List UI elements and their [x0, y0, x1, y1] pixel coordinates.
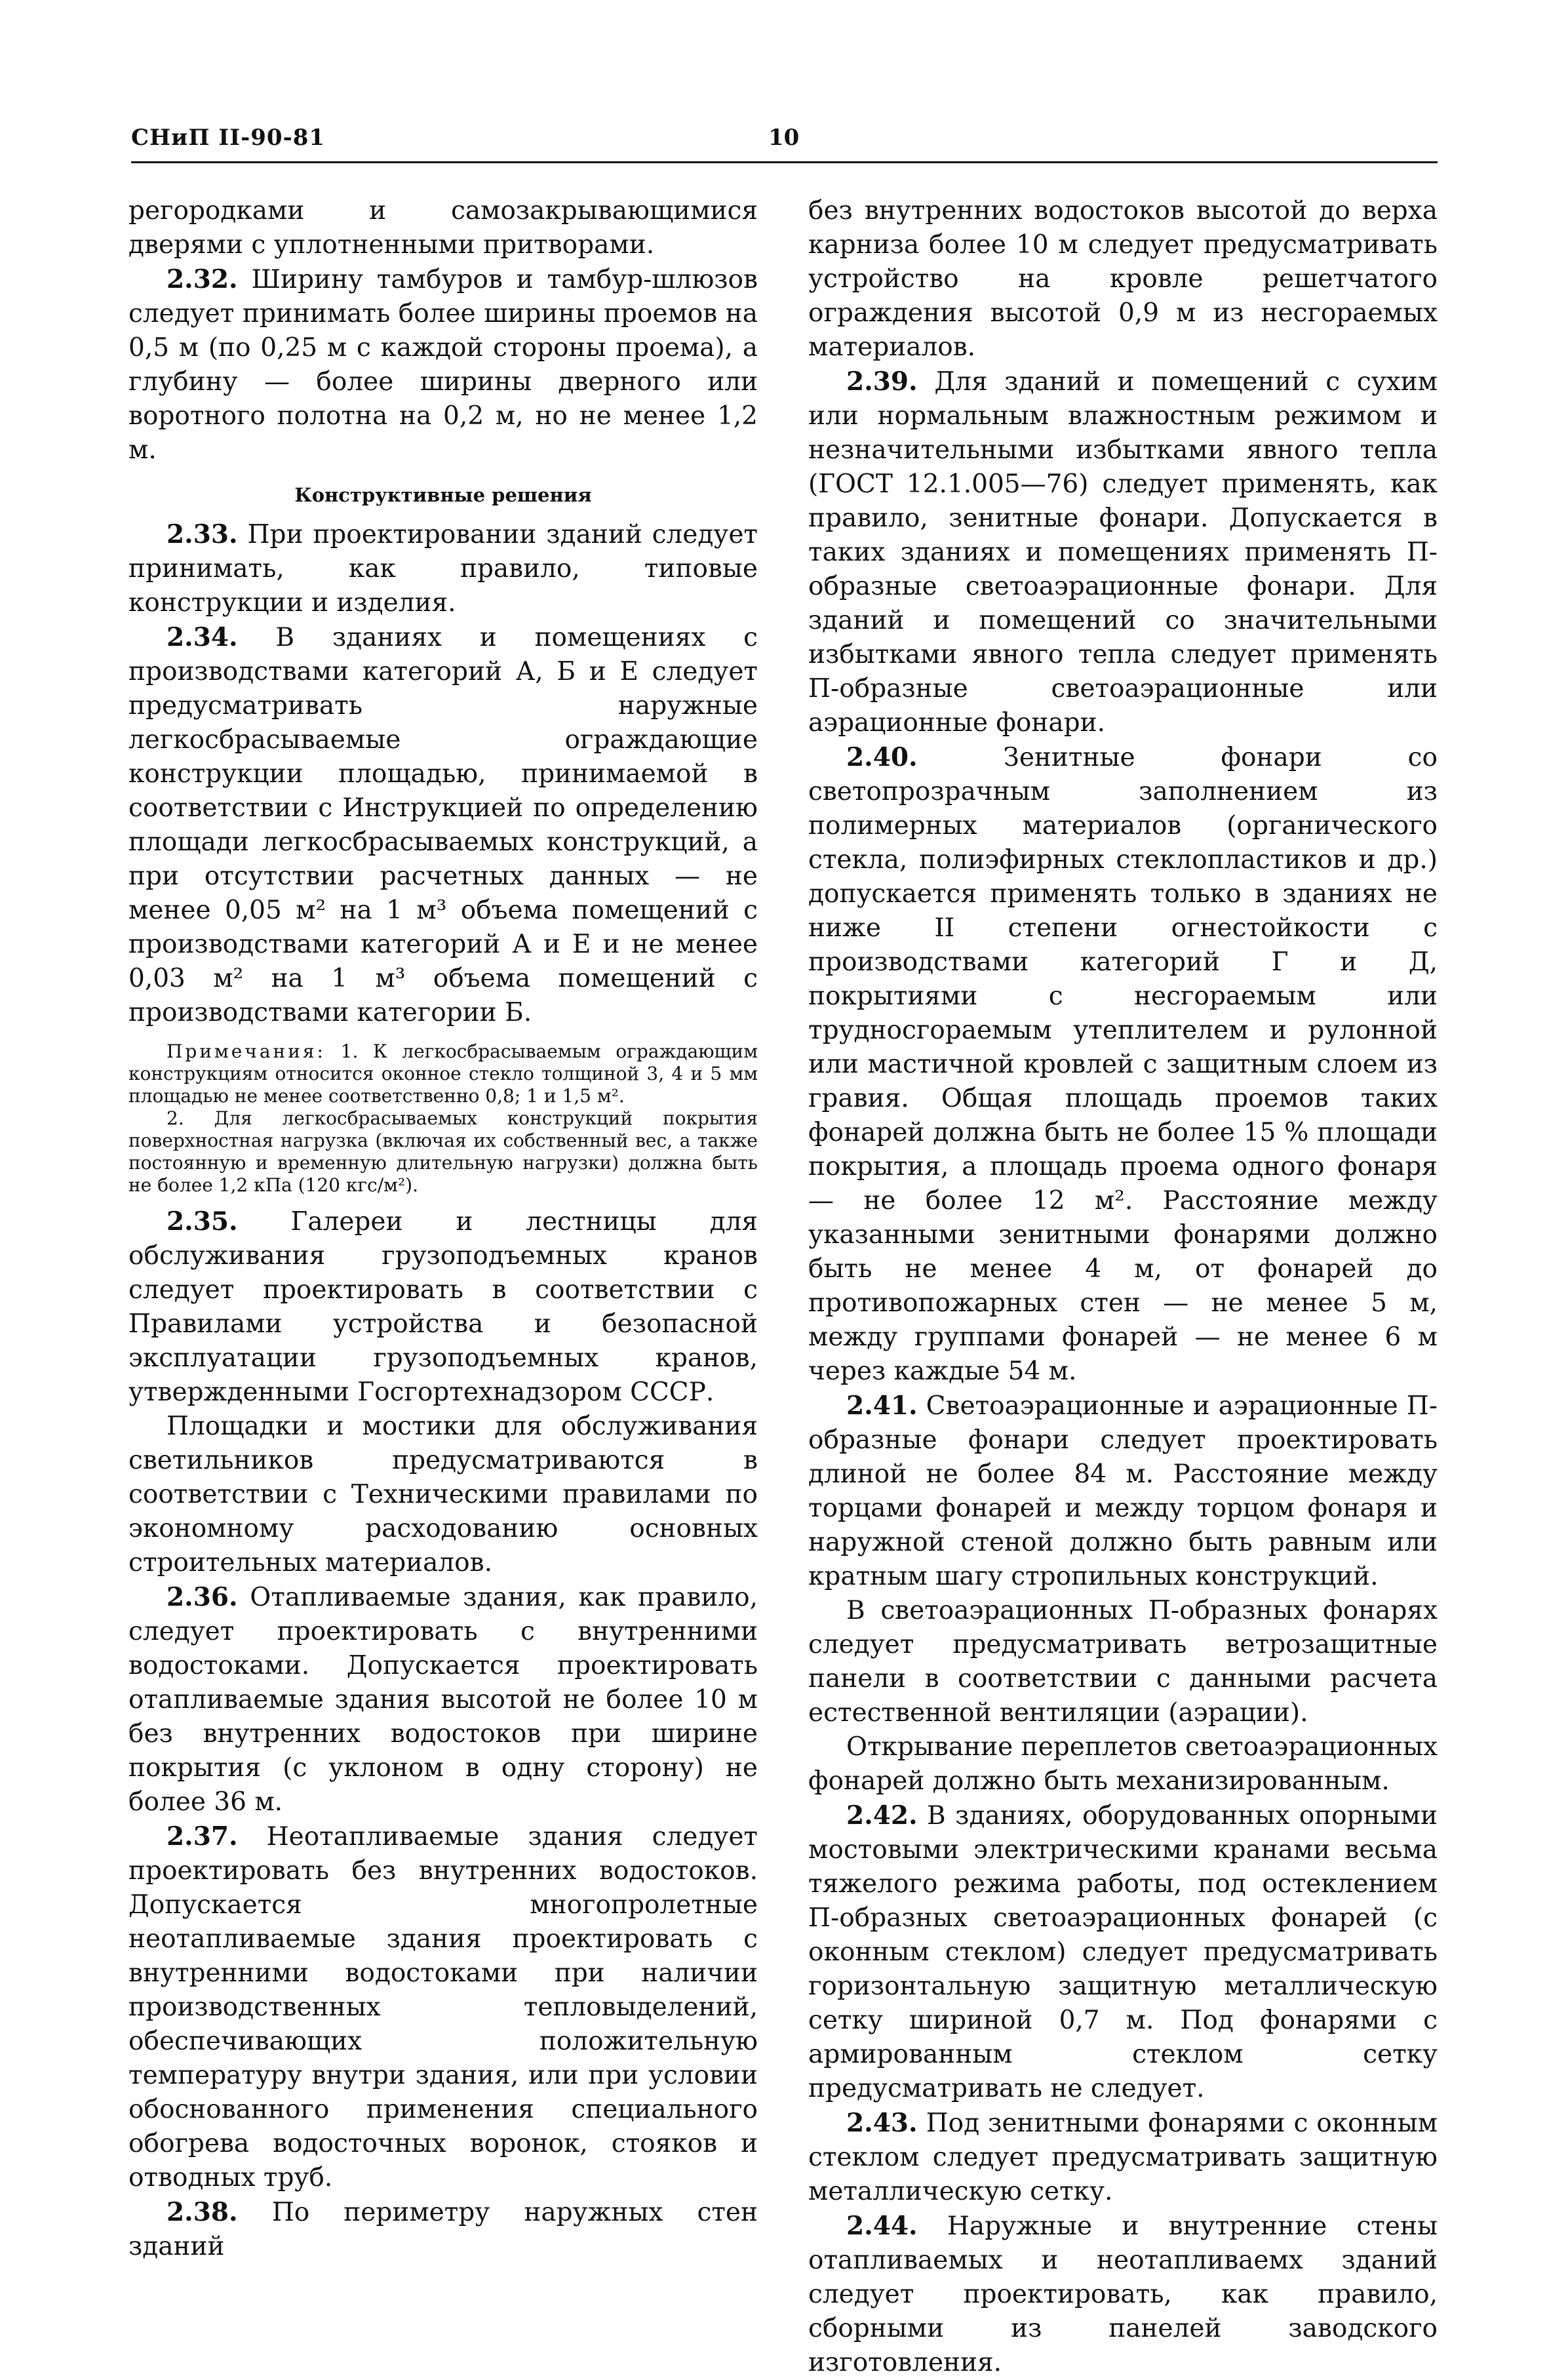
- clause-2-34: [128, 620, 758, 1030]
- clause-text: Для зданий и помещений с сухим или нормальным влажностным режимом и незначительными избытками явного тепла (ГОСТ 12.1.005—76) следует применять, как правило, зенитные фонари. Допускается в таких зданиях и помещениях применять П-образные светоаэрационные фонари. Для зданий и помещений со значительными избытками явного тепла следует применять П-образные светоаэрационные или аэрационные фонари.: [808, 367, 1438, 738]
- clause-2-41-paragraph-2: [808, 1594, 1438, 1730]
- clause-number: 2.33.: [167, 519, 238, 549]
- clause-2-38: [128, 2195, 758, 2264]
- paragraph-text: регородками и самозакрывающимися дверями с уплотненными притворами.: [128, 196, 758, 260]
- clause-text: В зданиях, оборудованных опорными мостовыми электрическими кранами весьма тяжелого режима работы, под остеклением П-образных светоаэрационных фонарей (с оконным стеклом) следует предусматривать горизонтальную защитную металлическую сетку шириной 0,7 м. Под фонарями с армированным стеклом сетку предусматривать не следует.: [808, 1801, 1438, 2103]
- clause-number: 2.40.: [846, 742, 918, 772]
- paragraph-continuation: [128, 194, 758, 262]
- clause-2-37: [128, 1819, 758, 2195]
- clause-text: Зенитные фонари со светопрозрачным заполнением из полимерных материалов (органического стекла, полиэфирных стеклопластиков и др.) допускается применять только в зданиях не ниже II степени огнестойкости с производствами категорий Г и Д, покрытиями с несгораемым или трудносгораемым утеплителем и рулонной или мастичной кровлей с защитным слоем из гравия. Общая площадь проемов таких фонарей должна быть не более 15 % площади покрытия, а площадь проема одного фонаря — не более 12 м². Расстояние между указанными зенитными фонарями должно быть не менее 4 м, от фонарей до противопожарных стен — не менее 5 м, между группами фонарей — не менее 6 м через каждые 54 м.: [808, 743, 1438, 1386]
- clause-text: Неотапливаемые здания следует проектировать без внутренних водостоков. Допускается многопролетные неотапливаемые здания проектировать с внутренними водостоками при наличии производственных тепловыделений, обеспечивающих положительную температуру внутри здания, или при условии обоснованного применения специального обогрева водосточных воронок, стояков и отводных труб.: [128, 1822, 758, 2192]
- clause-2-39: [808, 365, 1438, 740]
- clause-2-36: [128, 1580, 758, 1819]
- clause-2-44: [808, 2209, 1438, 2380]
- clause-2-32: [128, 262, 758, 467]
- clause-2-43: [808, 2106, 1438, 2209]
- clause-number: 2.42.: [846, 1800, 918, 1831]
- clause-text: По периметру наружных стен зданий: [128, 2198, 758, 2261]
- note-2: [128, 1107, 758, 1197]
- clause-2-41: [808, 1389, 1438, 1594]
- clause-text: Галереи и лестницы для обслуживания грузоподъемных кранов следует проектировать в соответствии с Правилами устройства и безопасной эксплуатации грузоподъемных кранов, утвержденными Госгортехнадзором СССР.: [128, 1207, 758, 1407]
- left-column: [128, 194, 758, 2264]
- clause-number: 2.32.: [167, 264, 238, 294]
- note-text: 1. К легкосбрасываемым ограждающим конструкциям относится оконное стекло толщиной 3, 4 и 5 мм площадью не менее соответственно 0,8; 1 и 1,5 м².: [128, 1041, 758, 1107]
- note-1: [128, 1041, 758, 1107]
- clause-text: Наружные и внутренние стены отапливаемых и неотапливаемх зданий следует проектировать, как правило, сборными из панелей заводского изготовления.: [808, 2211, 1438, 2377]
- header-rule: [131, 161, 1438, 163]
- clause-number: 2.37.: [167, 1821, 238, 1852]
- clause-number: 2.34.: [167, 622, 238, 652]
- clause-text: При проектировании зданий следует принимать, как правило, типовые конструкции и изделия.: [128, 520, 758, 618]
- clause-2-41-paragraph-3: [808, 1730, 1438, 1798]
- clause-text: Под зенитными фонарями с оконным стеклом следует предусматривать защитную металлическую сетку.: [808, 2109, 1438, 2206]
- clause-number: 2.39.: [846, 367, 918, 397]
- clause-number: 2.36.: [167, 1582, 238, 1612]
- paragraph-text: В светоаэрационных П-образных фонарях следует предусматривать ветрозащитные панели в соответствии с данными расчета естественной вентиляции (аэрации).: [808, 1596, 1438, 1728]
- notes-label: Примечания:: [167, 1041, 326, 1062]
- clause-text: В зданиях и помещениях с производствами категорий А, Б и Е следует предусматривать наружные легкосбрасываемые ограждающие конструкции площадью, принимаемой в соответствии с Инструкцией по определению площади легкосбрасываемых конструкций, а при отсутствии расчетных данных — не менее 0,05 м² на 1 м³ объема помещений с производствами категорий А и Е и не менее 0,03 м² на 1 м³ объема помещений с производствами категории Б.: [128, 623, 758, 1027]
- page-number: 10: [768, 125, 800, 151]
- clause-2-33: [128, 517, 758, 620]
- paragraph-text: без внутренних водостоков высотой до верха карниза более 10 м следует предусматривать устройство на кровле решетчатого ограждения высотой 0,9 м из несгораемых материалов.: [808, 196, 1438, 362]
- clause-text: Ширину тамбуров и тамбур-шлюзов следует принимать более ширины проемов на 0,5 м (по 0,25 м с каждой стороны проема), а глубину — более ширины дверного или воротного полотна на 0,2 м, но не менее 1,2 м.: [128, 265, 758, 465]
- clause-number: 2.43.: [846, 2108, 918, 2138]
- clause-2-35: [128, 1204, 758, 1410]
- paragraph-text: Открывание переплетов светоаэрационных фонарей должно быть механизированным.: [808, 1732, 1438, 1796]
- notes-block: [128, 1041, 758, 1197]
- clause-2-35-paragraph: [128, 1410, 758, 1580]
- clause-text: Отапливаемые здания, как правило, следует проектировать с внутренними водостоками. Допускается проектировать отапливаемые здания высотой не более 10 м без внутренних водостоков при ширине покрытия (с уклоном в одну сторону) не более 36 м.: [128, 1583, 758, 1817]
- section-heading: Конструктивные решения: [294, 484, 592, 506]
- clause-number: 2.41.: [846, 1391, 918, 1421]
- paragraph-text: Площадки и мостики для обслуживания светильников предусматриваются в соответствии с Техническими правилами по экономному расходованию основных строительных материалов.: [128, 1412, 758, 1577]
- clause-text: Светоаэрационные и аэрационные П-образные фонари следует проектировать длиной не более 84 м. Расстояние между торцами фонарей и между торцом фонаря и наружной стеной должно быть равным или кратным шагу стропильных конструкций.: [808, 1391, 1438, 1591]
- clause-2-40: [808, 740, 1438, 1389]
- document-code: СНиП II-90-81: [131, 125, 326, 151]
- clause-2-38-continuation: [808, 194, 1438, 365]
- right-column: [808, 194, 1438, 2380]
- clause-number: 2.35.: [167, 1206, 238, 1237]
- note-text: 2. Для легкосбрасываемых конструкций покрытия поверхностная нагрузка (включая их собственный вес, а также постоянную и временную длительную нагрузки) должна быть не более 1,2 кПа (120 кгс/м²).: [128, 1107, 758, 1196]
- clause-number: 2.38.: [167, 2197, 238, 2227]
- clause-2-42: [808, 1798, 1438, 2106]
- clause-number: 2.44.: [846, 2211, 918, 2241]
